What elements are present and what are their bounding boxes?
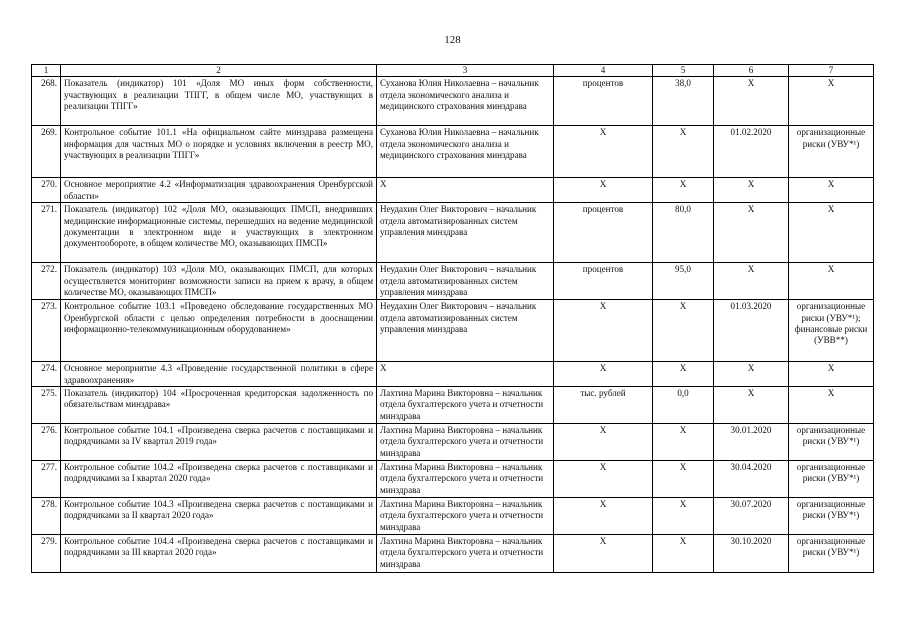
deadline-date: 30.10.2020 (714, 535, 789, 573)
responsible-person: Суханова Юлия Николаевна – начальник отдела экономического анализа и медицинского страхования минздрава (377, 126, 554, 178)
item-name: Контрольное событие 104.4 «Произведена сверка расчетов с поставщиками и подрядчиками за III квартал 2020 года» (61, 535, 377, 573)
risk-note: организационные риски (УВУ*¹) (789, 461, 874, 498)
item-name: Показатель (индикатор) 101 «Доля МО иных форм собственности, участвующих в реализации ТПГГ, в общем числе МО, участвующих в реализации ТПГГ» (61, 77, 377, 126)
risk-note: организационные риски (УВУ*¹) (789, 535, 874, 573)
target-value: X (653, 178, 714, 203)
deadline-date: X (714, 77, 789, 126)
unit-of-measure: процентов (554, 203, 653, 263)
header-cell: 5 (653, 65, 714, 77)
row-number: 279. (32, 535, 61, 573)
deadline-date: X (714, 203, 789, 263)
deadline-date: X (714, 387, 789, 424)
target-value: X (653, 535, 714, 573)
deadline-date: 30.01.2020 (714, 424, 789, 461)
table-row (32, 424, 874, 461)
unit-of-measure: X (554, 535, 653, 573)
target-value: X (653, 498, 714, 535)
row-number: 271. (32, 203, 61, 263)
responsible-person: Суханова Юлия Николаевна – начальник отдела экономического анализа и медицинского страхования минздрава (377, 77, 554, 126)
header-cell: 2 (61, 65, 377, 77)
header-cell: 6 (714, 65, 789, 77)
responsible-person: Неудахин Олег Викторович – начальник отдела автоматизированных систем управления минздрава (377, 203, 554, 263)
item-name: Показатель (индикатор) 104 «Просроченная кредиторская задолженность по обязательствам минздрава» (61, 387, 377, 424)
responsible-person: Лахтина Марина Викторовна – начальник отдела бухгалтерского учета и отчетности минздрава (377, 424, 554, 461)
plan-table (31, 64, 874, 573)
risk-note: X (789, 203, 874, 263)
target-value: X (653, 424, 714, 461)
deadline-date: X (714, 362, 789, 387)
row-number: 273. (32, 300, 61, 362)
deadline-date: X (714, 178, 789, 203)
unit-of-measure: тыс. рублей (554, 387, 653, 424)
row-number: 275. (32, 387, 61, 424)
deadline-date: X (714, 263, 789, 300)
table-row (32, 77, 874, 126)
responsible-person: Лахтина Марина Викторовна – начальник отдела бухгалтерского учета и отчетности минздрава (377, 461, 554, 498)
responsible-person: Лахтина Марина Викторовна – начальник отдела бухгалтерского учета и отчетности минздрава (377, 498, 554, 535)
header-cell: 4 (554, 65, 653, 77)
unit-of-measure: X (554, 498, 653, 535)
page-number: 128 (444, 34, 461, 46)
target-value: 80,0 (653, 203, 714, 263)
header-cell: 1 (32, 65, 61, 77)
row-number: 274. (32, 362, 61, 387)
responsible-person: Неудахин Олег Викторович – начальник отдела автоматизированных систем управления минздрава (377, 263, 554, 300)
row-number: 272. (32, 263, 61, 300)
row-number: 269. (32, 126, 61, 178)
unit-of-measure: X (554, 362, 653, 387)
deadline-date: 30.04.2020 (714, 461, 789, 498)
risk-note: X (789, 362, 874, 387)
unit-of-measure: X (554, 126, 653, 178)
table-row (32, 126, 874, 178)
deadline-date: 01.03.2020 (714, 300, 789, 362)
table-row (32, 300, 874, 362)
responsible-person: X (377, 178, 554, 203)
table-row (32, 263, 874, 300)
target-value: 0,0 (653, 387, 714, 424)
responsible-person: Лахтина Марина Викторовна – начальник отдела бухгалтерского учета и отчетности минздрава (377, 535, 554, 573)
table-row (32, 178, 874, 203)
risk-note: X (789, 387, 874, 424)
table-row (32, 387, 874, 424)
risk-note: организационные риски (УВУ*¹) (789, 424, 874, 461)
row-number: 270. (32, 178, 61, 203)
target-value: X (653, 461, 714, 498)
item-name: Контрольное событие 101.1 «На официальном сайте минздрава размещена информация для частных МО о порядке и условиях включения в реестр МО, участвующих в реализации ТПГГ» (61, 126, 377, 178)
item-name: Контрольное событие 104.1 «Произведена сверка расчетов с поставщиками и подрядчиками за IV квартал 2019 года» (61, 424, 377, 461)
deadline-date: 01.02.2020 (714, 126, 789, 178)
table-row (32, 362, 874, 387)
header-cell: 3 (377, 65, 554, 77)
unit-of-measure: процентов (554, 77, 653, 126)
target-value: 38,0 (653, 77, 714, 126)
unit-of-measure: X (554, 461, 653, 498)
unit-of-measure: процентов (554, 263, 653, 300)
deadline-date: 30.07.2020 (714, 498, 789, 535)
table-row (32, 498, 874, 535)
risk-note: организационные риски (УВУ*¹); финансовые риски (УВВ**) (789, 300, 874, 362)
table-row (32, 535, 874, 573)
target-value: X (653, 126, 714, 178)
target-value: X (653, 300, 714, 362)
table-row (32, 203, 874, 263)
row-number: 268. (32, 77, 61, 126)
risk-note: X (789, 263, 874, 300)
responsible-person: X (377, 362, 554, 387)
unit-of-measure: X (554, 300, 653, 362)
item-name: Контрольное событие 104.2 «Произведена сверка расчетов с поставщиками и подрядчиками за I квартал 2020 года» (61, 461, 377, 498)
target-value: 95,0 (653, 263, 714, 300)
risk-note: организационные риски (УВУ*¹) (789, 498, 874, 535)
unit-of-measure: X (554, 424, 653, 461)
item-name: Контрольное событие 104.3 «Произведена сверка расчетов с поставщиками и подрядчиками за II квартал 2020 года» (61, 498, 377, 535)
item-name: Показатель (индикатор) 102 «Доля МО, оказывающих ПМСП, внедривших медицинские информационные системы, перешедших на ведение медицинской документации в электронном виде и участвующих в электронном документообороте, в общем количестве МО, оказывающих ПМСП» (61, 203, 377, 263)
header-cell: 7 (789, 65, 874, 77)
row-number: 278. (32, 498, 61, 535)
item-name: Показатель (индикатор) 103 «Доля МО, оказывающих ПМСП, для которых осуществляется мониторинг возможности записи на прием к врачу, в общем количестве МО, оказывающих ПМСП» (61, 263, 377, 300)
responsible-person: Неудахин Олег Викторович – начальник отдела автоматизированных систем управления минздрава (377, 300, 554, 362)
row-number: 277. (32, 461, 61, 498)
risk-note: X (789, 178, 874, 203)
table-row (32, 461, 874, 498)
item-name: Основное мероприятие 4.2 «Информатизация здравоохранения Оренбургской области» (61, 178, 377, 203)
row-number: 276. (32, 424, 61, 461)
header-row (32, 65, 874, 77)
responsible-person: Лахтина Марина Викторовна – начальник отдела бухгалтерского учета и отчетности минздрава (377, 387, 554, 424)
target-value: X (653, 362, 714, 387)
item-name: Основное мероприятие 4.3 «Проведение государственной политики в сфере здравоохранения» (61, 362, 377, 387)
risk-note: X (789, 77, 874, 126)
risk-note: организационные риски (УВУ*¹) (789, 126, 874, 178)
unit-of-measure: X (554, 178, 653, 203)
item-name: Контрольное событие 103.1 «Проведено обследование государственных МО Оренбургской области с целью определения потребности в дооснащении информационно-телекоммуникационным оборудованием» (61, 300, 377, 362)
